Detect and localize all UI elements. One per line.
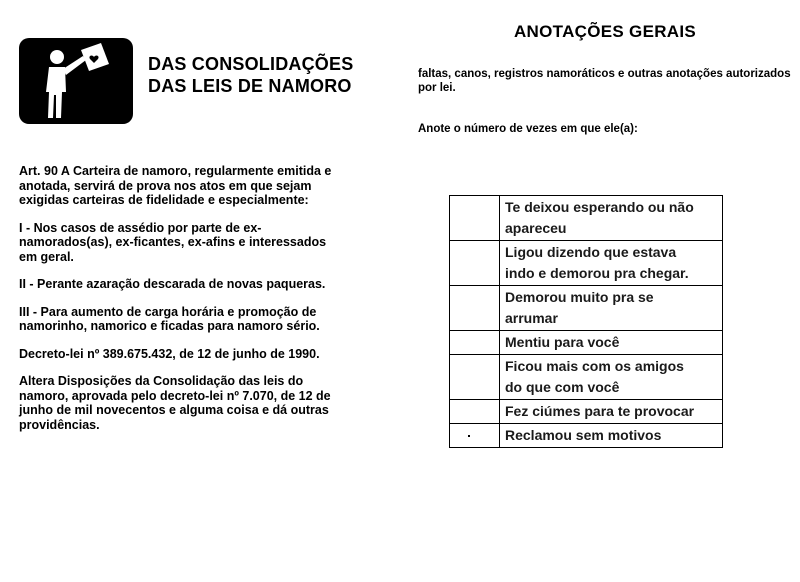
- stray-mark: [468, 435, 470, 437]
- table-row: [450, 286, 723, 331]
- decree-line: Decreto-lei nº 389.675.432, de 12 de junho de 1990.: [19, 346, 320, 361]
- law-text: [19, 164, 379, 445]
- reason-cell: Demorou muito pra se arrumar: [500, 286, 723, 331]
- notes-intro: faltas, canos, registros namoráticos e outras anotações autorizados por lei.: [418, 68, 791, 94]
- count-cell[interactable]: [450, 355, 500, 400]
- notes-title: ANOTAÇÕES GERAIS: [513, 22, 697, 41]
- count-cell[interactable]: [450, 331, 500, 355]
- reason-cell: Mentiu para você: [500, 331, 723, 355]
- count-cell[interactable]: [450, 241, 500, 286]
- reason-cell: Reclamou sem motivos: [500, 424, 723, 448]
- clause-ii: II - Perante azaração descarada de novas paqueras.: [19, 277, 326, 291]
- reason-cell: Fez ciúmes para te provocar: [500, 400, 723, 424]
- reason-cell: Te deixou esperando ou não apareceu: [500, 196, 723, 241]
- count-cell[interactable]: [450, 400, 500, 424]
- table-row: [450, 331, 723, 355]
- title-line-2: DAS LEIS DE NAMORO: [148, 76, 352, 96]
- table-row: [450, 196, 723, 241]
- clause-i: I - Nos casos de assédio por parte de ex- namorados(as), ex-ficantes, ex-afins e interessados em geral.: [19, 220, 327, 264]
- table-row: [450, 355, 723, 400]
- tally-table: [449, 195, 723, 448]
- reason-cell: Ligou dizendo que estava indo e demorou pra chegar.: [500, 241, 723, 286]
- table-row: [450, 424, 723, 448]
- table-row: [450, 241, 723, 286]
- article-paragraph: Art. 90 A Carteira de namoro, regularmente emitida e anotada, servirá de prova nos atos em que sejam exigidas carteiras de fidelidade e especialmente:: [19, 164, 332, 207]
- count-cell[interactable]: [450, 424, 500, 448]
- amendment-paragraph: Altera Disposições da Consolidação das leis do namoro, aprovada pelo decreto-lei nº 7.070, de 12 de junho de mil novecentos e alguma coisa e dá outras providências.: [19, 374, 331, 432]
- reason-cell: Ficou mais com os amigos do que com você: [500, 355, 723, 400]
- page-title: [148, 53, 353, 97]
- title-line-1: DAS CONSOLIDAÇÕES: [148, 54, 354, 74]
- clause-iii: III - Para aumento de carga horária e promoção de namorinho, namorico e ficadas para namoro sério.: [19, 304, 320, 333]
- person-holding-heart-card-icon: [19, 38, 133, 124]
- notes-instruction: Anote o número de vezes em que ele(a):: [418, 123, 638, 135]
- logo: [19, 38, 133, 124]
- count-cell[interactable]: [450, 286, 500, 331]
- count-cell[interactable]: [450, 196, 500, 241]
- table-row: [450, 400, 723, 424]
